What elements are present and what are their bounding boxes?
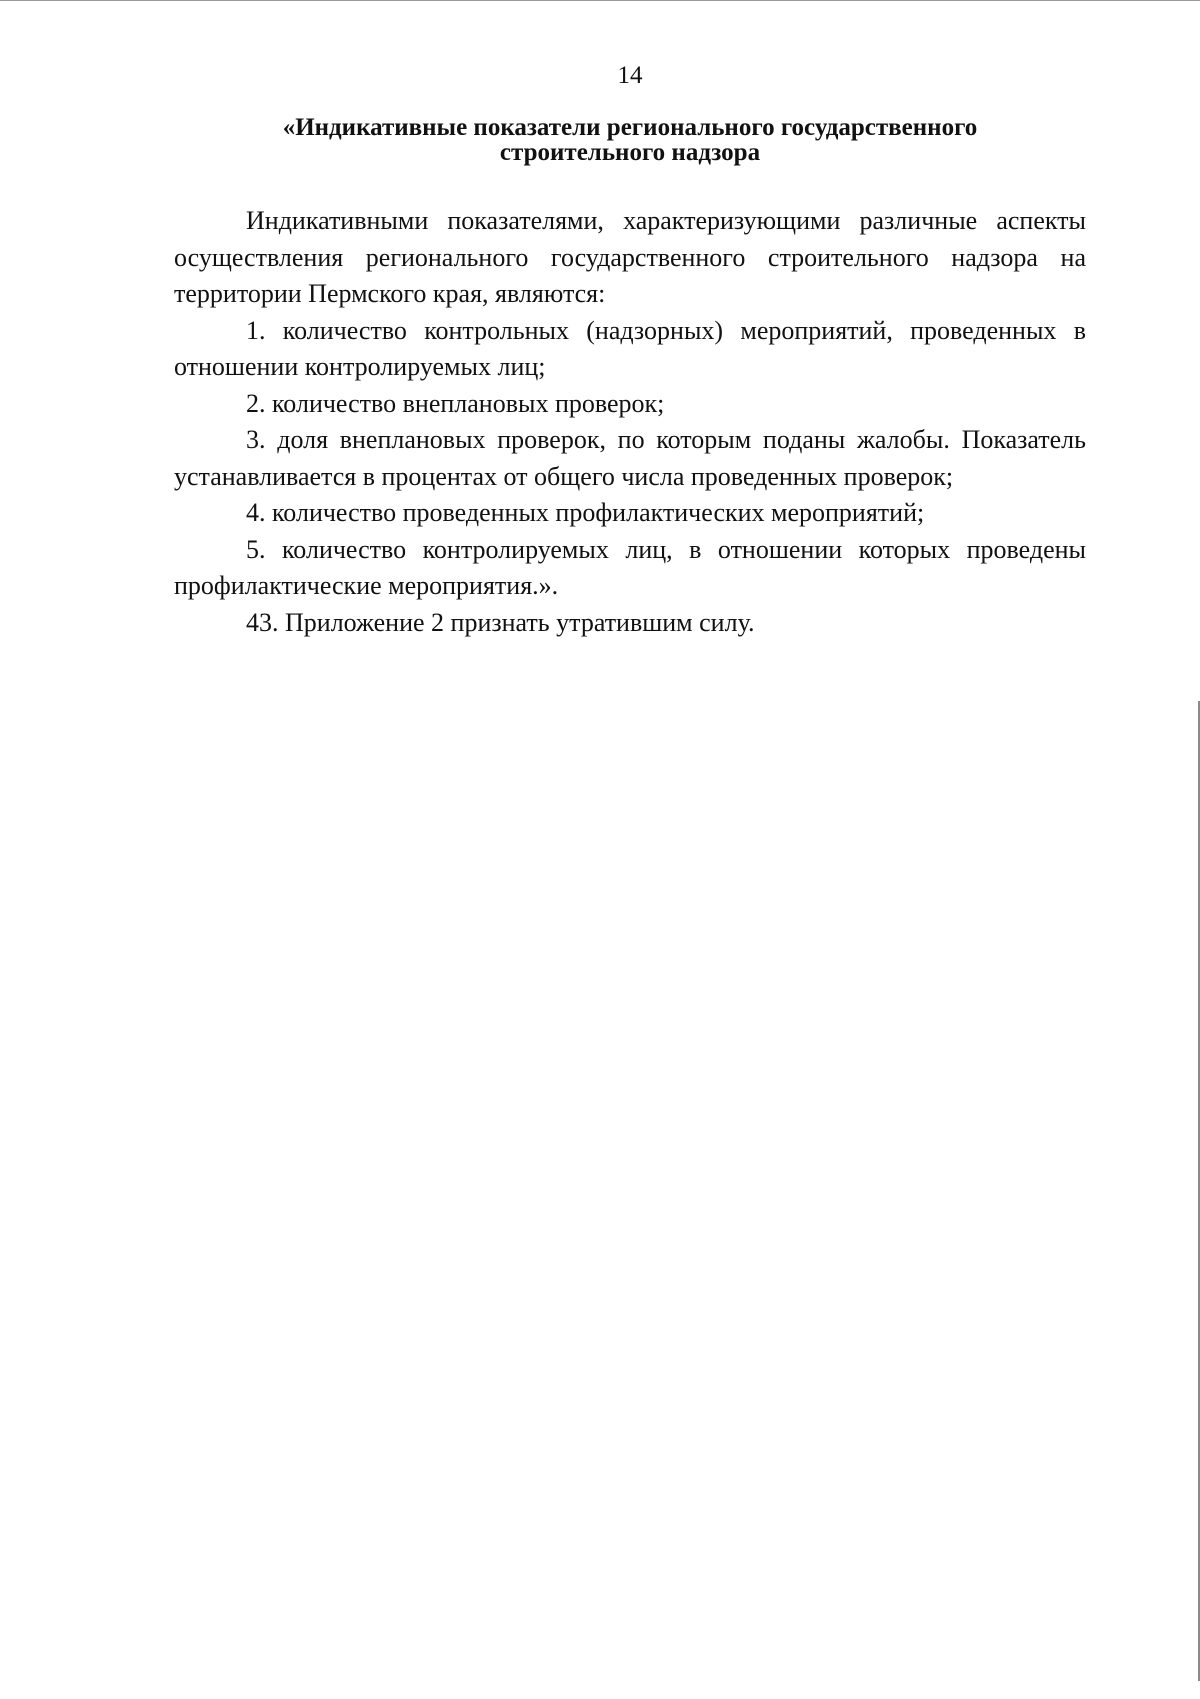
list-item-1: 1. количество контрольных (надзорных) мероприятий, проведенных в отношении контролируемых лиц;: [174, 315, 1086, 381]
intro-paragraph: Индикативными показателями, характеризующими различные аспекты осуществления регионального государственного строительного надзора на территории Пермского края, являются:: [174, 206, 1086, 308]
document-body: [174, 203, 1086, 641]
list-item-5: 5. количество контролируемых лиц, в отношении которых проведены профилактические мероприятия.».: [174, 534, 1086, 600]
heading-line-2: строительного надзора: [499, 139, 761, 166]
page-number: 14: [617, 62, 643, 89]
list-item-2: 2. количество внеплановых проверок;: [246, 388, 665, 418]
section-heading: [174, 115, 1086, 165]
clause-43-paragraph: 43. Приложение 2 признать утратившим силу.: [246, 607, 755, 637]
list-item-3: 3. доля внеплановых проверок, по которым поданы жалобы. Показатель устанавливается в процентах от общего числа проведенных проверок;: [174, 425, 1086, 491]
heading-line-1: «Индикативные показатели регионального государственного: [282, 114, 978, 141]
list-item-4: 4. количество проведенных профилактических мероприятий;: [246, 498, 925, 527]
